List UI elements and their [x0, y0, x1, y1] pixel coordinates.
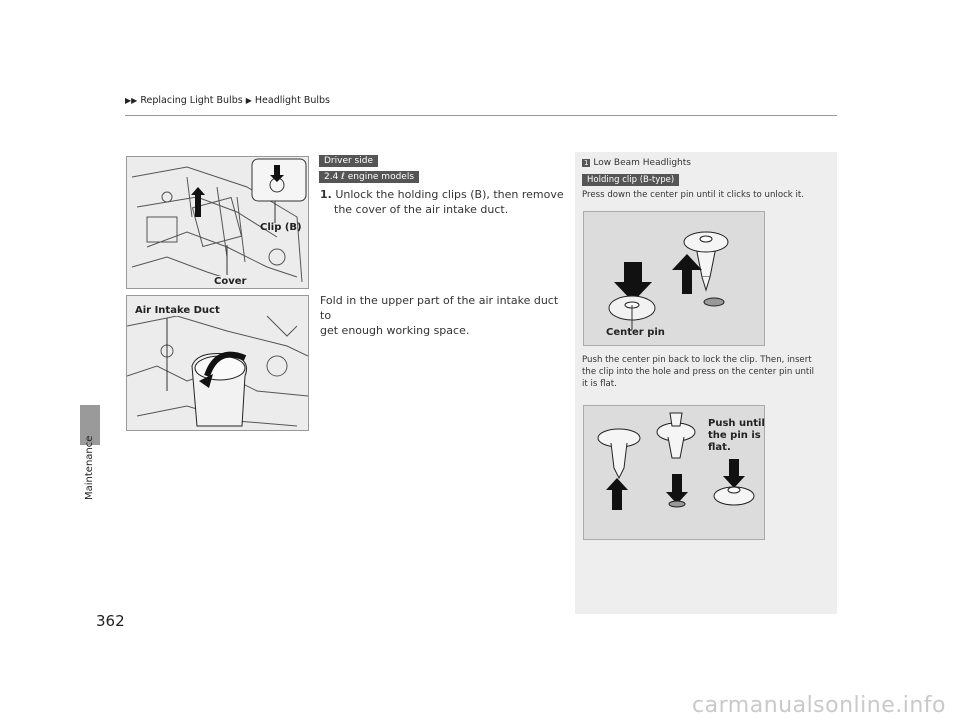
- push-until-flat-label: [708, 418, 765, 454]
- section-label: Maintenance: [84, 435, 95, 500]
- sidebar-text-line: Push the center pin back to lock the clip. Then, insert: [582, 355, 812, 365]
- footer-watermark: carmanualsonline.info: [692, 693, 946, 718]
- breadcrumb-item[interactable]: Replacing Light Bulbs: [140, 95, 243, 106]
- step-1-text-cont: the cover of the air intake duct.: [334, 203, 509, 216]
- breadcrumb-arrow-icon: ▶▶: [125, 96, 138, 105]
- page-number: 362: [96, 612, 125, 630]
- sidebar-title-text: Low Beam Headlights: [593, 158, 691, 168]
- fold-instruction-line: get enough working space.: [320, 324, 470, 337]
- sidebar-title: [582, 158, 691, 168]
- clip-unlock-diagram: [583, 211, 765, 346]
- push-label-line: the pin is: [708, 430, 761, 441]
- push-label-line: flat.: [708, 442, 731, 453]
- sidebar-text-unlock: Press down the center pin until it clicks to unlock it.: [582, 190, 804, 200]
- fold-instruction-line: Fold in the upper part of the air intake duct to: [320, 294, 559, 322]
- breadcrumb-item[interactable]: Headlight Bulbs: [254, 95, 330, 106]
- step-1-text: Unlock the holding clips (B), then remove: [335, 188, 564, 201]
- air-intake-duct-label: Air Intake Duct: [135, 305, 220, 316]
- cover-label: Cover: [214, 276, 247, 287]
- breadcrumb: [125, 95, 330, 106]
- engine-models-tag: 2.4 ℓ engine models: [319, 171, 419, 183]
- fold-instruction: [320, 293, 570, 338]
- step-1: [320, 187, 570, 217]
- clip-unlock-illustration: [584, 212, 764, 345]
- holding-clip-tag: Holding clip (B-type): [582, 174, 679, 186]
- note-marker: 1: [584, 159, 589, 167]
- sidebar-text-lock: [582, 354, 832, 390]
- center-pin-label: Center pin: [606, 327, 665, 338]
- step-number: 1.: [320, 188, 332, 201]
- breadcrumb-arrow-icon: ▶: [245, 96, 252, 105]
- sidebar-text-line: it is flat.: [582, 379, 617, 389]
- sidebar-text-line: the clip into the hole and press on the center pin until: [582, 367, 815, 377]
- clip-b-label: Clip (B): [260, 222, 302, 233]
- header-divider: [125, 115, 837, 116]
- push-label-line: Push until: [708, 418, 765, 429]
- driver-side-tag: Driver side: [319, 155, 378, 167]
- air-intake-duct-illustration: [127, 296, 308, 430]
